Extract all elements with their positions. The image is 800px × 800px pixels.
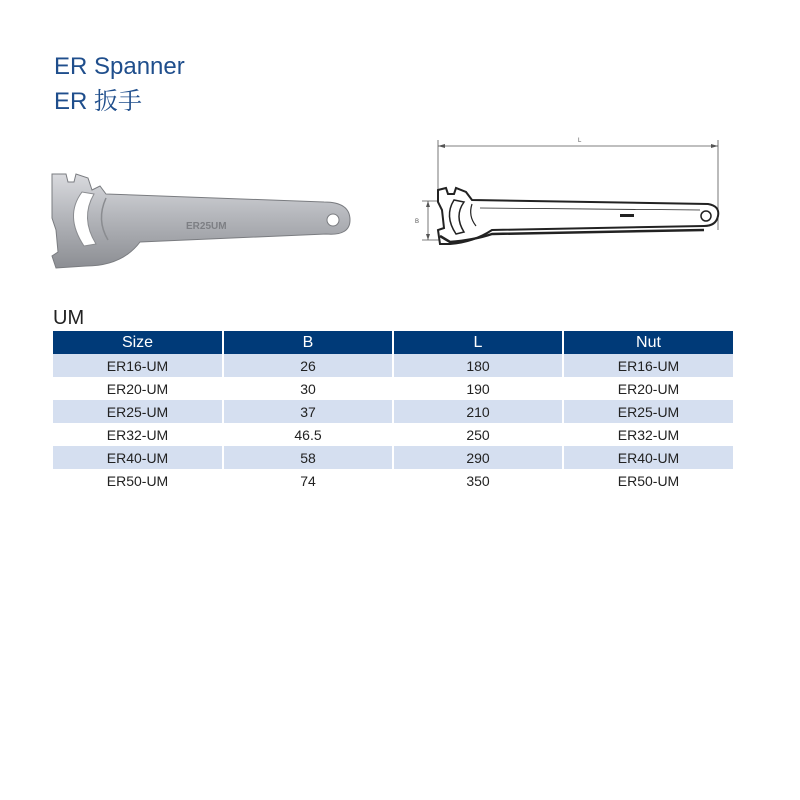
cell-size: ER20-UM <box>53 377 223 400</box>
table-row <box>53 469 733 492</box>
cell-size: ER25-UM <box>53 400 223 423</box>
cell-size: ER32-UM <box>53 423 223 446</box>
header-l: L <box>393 331 563 354</box>
cell-nut: ER40-UM <box>563 446 733 469</box>
section-label: UM <box>53 307 85 329</box>
table-row <box>53 400 733 423</box>
cell-b: 58 <box>223 446 393 469</box>
cell-b: 26 <box>223 354 393 377</box>
cell-l: 210 <box>393 400 563 423</box>
table-row <box>53 423 733 446</box>
cell-b: 74 <box>223 469 393 492</box>
cell-nut: ER32-UM <box>563 423 733 446</box>
cell-l: 250 <box>393 423 563 446</box>
cell-nut: ER16-UM <box>563 354 733 377</box>
table-header-row <box>53 331 733 354</box>
cell-l: 350 <box>393 469 563 492</box>
cell-size: ER50-UM <box>53 469 223 492</box>
page-title-chinese: ER 扳手 <box>54 88 143 115</box>
header-size: Size <box>53 331 223 354</box>
table-row <box>53 446 733 469</box>
table-row <box>53 377 733 400</box>
header-nut: Nut <box>563 331 733 354</box>
cell-nut: ER20-UM <box>563 377 733 400</box>
cell-b: 46.5 <box>223 423 393 446</box>
spanner-photo <box>44 168 364 273</box>
cell-nut: ER25-UM <box>563 400 733 423</box>
product-marking-text: ER25UM <box>186 221 227 232</box>
cell-l: 180 <box>393 354 563 377</box>
cell-b: 30 <box>223 377 393 400</box>
page-title: ER Spanner <box>54 53 185 80</box>
cell-l: 290 <box>393 446 563 469</box>
spanner-drawing <box>410 130 730 260</box>
table-row <box>53 354 733 377</box>
cell-nut: ER50-UM <box>563 469 733 492</box>
dimension-length-label: L <box>578 138 582 144</box>
spec-table <box>53 331 733 492</box>
cell-size: ER16-UM <box>53 354 223 377</box>
cell-b: 37 <box>223 400 393 423</box>
cell-size: ER40-UM <box>53 446 223 469</box>
cell-l: 190 <box>393 377 563 400</box>
dimension-width-label: B <box>415 219 420 225</box>
header-b: B <box>223 331 393 354</box>
